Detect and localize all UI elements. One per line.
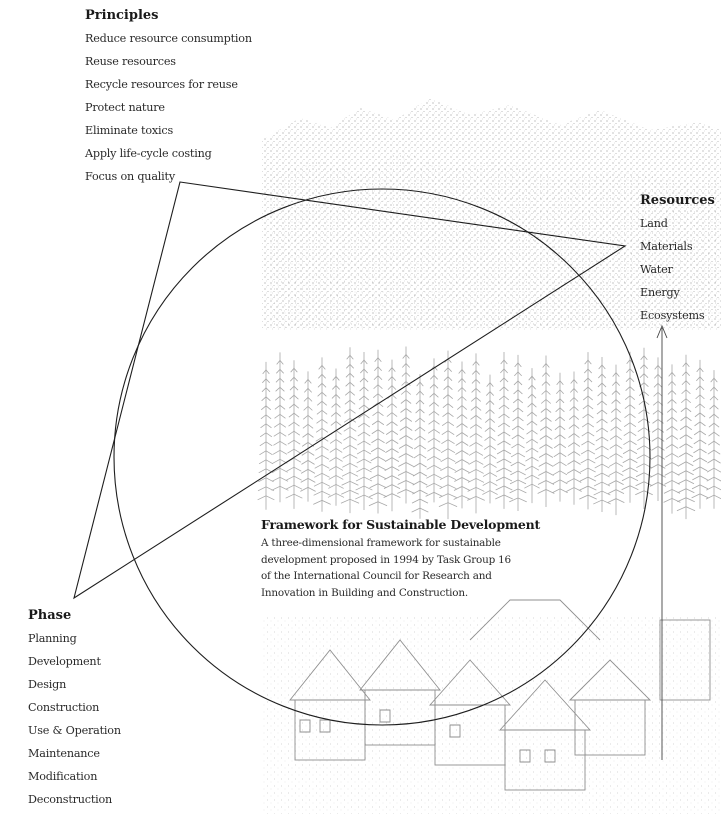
principle-item: Apply life-cycle costing — [85, 147, 212, 160]
phase-item: Deconstruction — [28, 793, 113, 806]
phase-heading: Phase — [28, 608, 72, 623]
principle-item: Reuse resources — [85, 55, 176, 68]
forest-sketch — [258, 347, 721, 520]
phase-item: Modification — [28, 770, 98, 783]
principles-list — [85, 27, 252, 188]
principle-item: Recycle resources for reuse — [85, 78, 238, 91]
resources-heading: Resources — [640, 193, 715, 208]
resource-item: Water — [640, 263, 673, 276]
principles-heading: Principles — [85, 8, 159, 23]
phase-item: Maintenance — [28, 747, 100, 760]
principle-item: Protect nature — [85, 101, 165, 114]
phase-item: Development — [28, 655, 101, 668]
resources-list — [640, 212, 715, 327]
resource-item: Materials — [640, 240, 693, 253]
resource-item: Land — [640, 217, 668, 230]
principle-item: Eliminate toxics — [85, 124, 173, 137]
framework-caption — [261, 517, 541, 601]
village-sketch — [262, 600, 721, 814]
phase-list — [28, 627, 121, 811]
principles-block — [85, 8, 252, 188]
phase-item: Design — [28, 678, 67, 691]
framework-title: Framework for Sustainable Development — [261, 517, 541, 532]
phase-item: Planning — [28, 632, 77, 645]
phase-item: Construction — [28, 701, 100, 714]
resource-item: Ecosystems — [640, 309, 705, 322]
phase-block — [28, 608, 121, 811]
principle-item: Focus on quality — [85, 170, 175, 183]
phase-item: Use & Operation — [28, 724, 121, 737]
resource-item: Energy — [640, 286, 680, 299]
resources-block — [640, 193, 715, 327]
principle-item: Reduce resource consumption — [85, 32, 252, 45]
framework-description: A three-dimensional framework for sustainable development proposed in 1994 by Task Group 16 of the International Council for Research and Innovation in Building and Construction. — [261, 537, 511, 599]
